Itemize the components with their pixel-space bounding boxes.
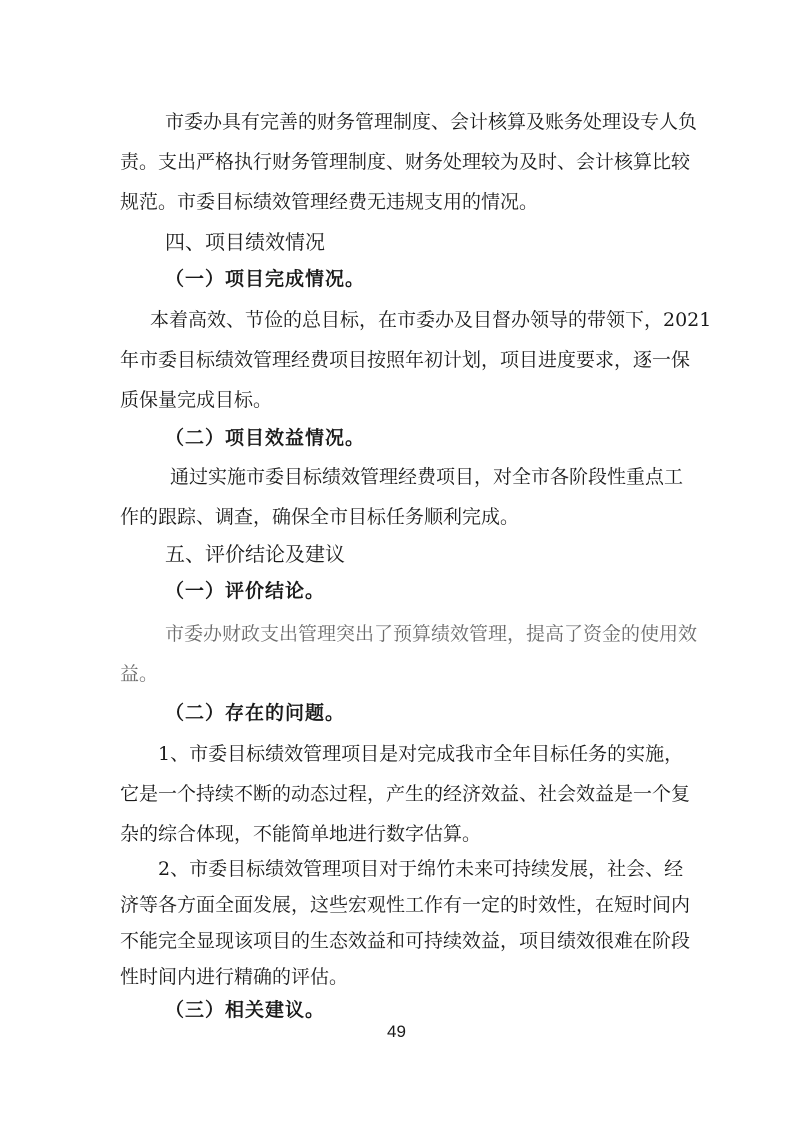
subsection-heading: （一）评价结论。 <box>165 580 326 602</box>
paragraph-line: 性时间内进行精确的评估。 <box>120 966 349 988</box>
paragraph-line: 2、市委目标绩效管理项目对于绵竹未来可持续发展，社会、经 <box>158 858 684 880</box>
subsection-heading: （二）存在的问题。 <box>165 702 346 724</box>
paragraph-line: 市委办具有完善的财务管理制度、会计核算及账务处理设专人负 <box>165 111 698 133</box>
paragraph-line: 规范。市委目标绩效管理经费无违规支用的情况。 <box>120 191 539 213</box>
paragraph-line: 质保量完成目标。 <box>120 389 273 411</box>
paragraph-line: 杂的综合体现，不能简单地进行数字估算。 <box>120 823 482 845</box>
paragraph-line: 不能完全显现该项目的生态效益和可持续效益，项目绩效很难在阶段 <box>120 930 691 952</box>
page-number: 49 <box>387 1022 406 1041</box>
paragraph-line: 作的跟踪、调查，确保全市目标任务顺利完成。 <box>120 506 520 528</box>
section-heading: 五、评价结论及建议 <box>165 542 345 566</box>
paragraph-line: 它是一个持续不断的动态过程，产生的经济效益、社会效益是一个复 <box>120 783 691 805</box>
paragraph-line: 责。支出严格执行财务管理制度、财务处理较为及时、会计核算比较 <box>120 151 691 173</box>
section-heading: 四、项目绩效情况 <box>165 230 325 254</box>
paragraph-line: 本着高效、节俭的总目标，在市委办及目督办领导的带领下，2021 <box>150 309 712 331</box>
subsection-heading: （二）项目效益情况。 <box>165 427 366 449</box>
paragraph-line: 通过实施市委目标绩效管理经费项目，对全市各阶段性重点工 <box>170 466 684 488</box>
paragraph-line: 1、市委目标绩效管理项目是对完成我市全年目标任务的实施， <box>158 743 684 765</box>
paragraph-line: 济等各方面全面发展，这些宏观性工作有一定的时效性，在短时间内 <box>120 894 691 916</box>
subsection-heading: （三）相关建议。 <box>165 999 326 1021</box>
paragraph-line: 年市委目标绩效管理经费项目按照年初计划，项目进度要求，逐一保 <box>120 349 691 371</box>
paragraph-line: 市委办财政支出管理突出了预算绩效管理，提高了资金的使用效 <box>165 623 698 645</box>
paragraph-line: 益。 <box>120 663 159 685</box>
subsection-heading: （一）项目完成情况。 <box>165 268 366 290</box>
